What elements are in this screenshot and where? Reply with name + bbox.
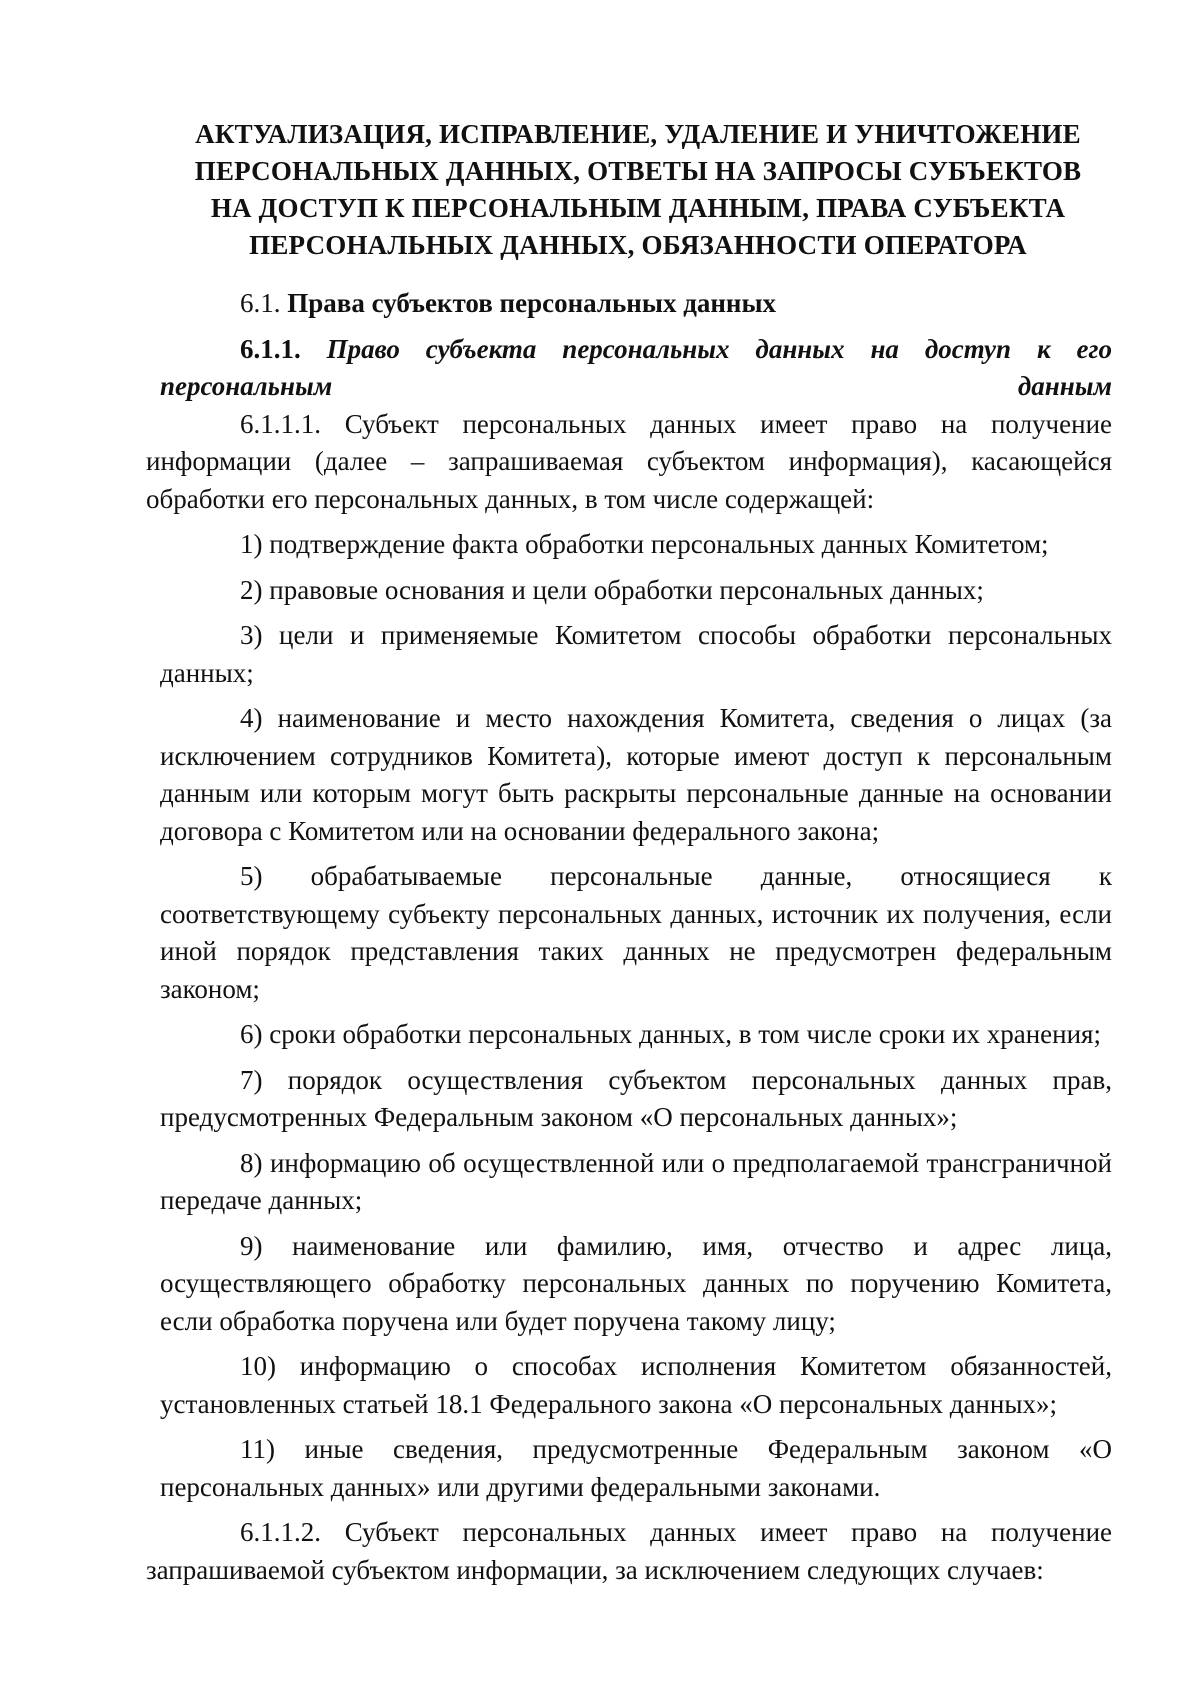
section-6-1-1-heading [160, 331, 1112, 406]
list-item: 3) цели и применяемые Комитетом способы обработки персональных данных; [160, 620, 1112, 688]
section-6-1-heading [160, 285, 1112, 323]
heading-line: НА ДОСТУП К ПЕРСОНАЛЬНЫМ ДАННЫМ, ПРАВА СУБЪЕКТА [210, 193, 1066, 223]
document-heading [150, 116, 1126, 264]
list-item: 9) наименование или фамилию, имя, отчество и адрес лица, осуществляющего обработку персональных данных по поручению Комитета, если обработка поручена или будет поручена такому лицу; [160, 1230, 1112, 1336]
list-item: 10) информацию о способах исполнения Комитетом обязанностей, установленных статьей 18.1 Федерального закона «О персональных данных»; [160, 1351, 1112, 1419]
list-item: 6) сроки обработки персональных данных, в том числе сроки их хранения; [240, 1019, 1101, 1049]
heading-line: ПЕРСОНАЛЬНЫХ ДАННЫХ, ОБЯЗАННОСТИ ОПЕРАТОРА [249, 230, 1027, 260]
clause-number: 6.1.1.2. [240, 1517, 321, 1547]
list-item: 11) иные сведения, предусмотренные Федеральным законом «О персональных данных» или другими федеральными законами. [160, 1434, 1112, 1502]
section-number: 6.1. [240, 288, 281, 318]
clause-number: 6.1.1.1. [240, 408, 321, 439]
document-body [146, 285, 1112, 1589]
clause-6-1-1-2 [146, 1514, 1112, 1589]
subsection-title: Право субъекта персональных данных на доступ к его персональным данным [160, 333, 1112, 401]
subsection-number: 6.1.1. [240, 333, 301, 364]
list-item: 1) подтверждение факта обработки персональных данных Комитетом; [240, 529, 1049, 559]
heading-line: АКТУАЛИЗАЦИЯ, ИСПРАВЛЕНИЕ, УДАЛЕНИЕ И УНИЧТОЖЕНИЕ [195, 119, 1081, 149]
list-item: 4) наименование и место нахождения Комитета, сведения о лицах (за исключением сотрудников Комитета), которые имеют доступ к персональным данным или которым могут быть раскрыты персональные данные на основании договора с Комитетом или на основании федерального закона; [160, 703, 1112, 846]
list-item: 8) информацию об осуществленной или о предполагаемой трансграничной передаче данных; [160, 1147, 1112, 1215]
clause-6-1-1-1 [146, 406, 1112, 519]
list-item: 7) порядок осуществления субъектом персональных данных прав, предусмотренных Федеральным законом «О персональных данных»; [160, 1064, 1112, 1132]
list-item: 2) правовые основания и цели обработки персональных данных; [240, 574, 984, 605]
section-title: Права субъектов персональных данных [287, 288, 777, 318]
clause-text: Субъект персональных данных имеет право на получение запрашиваемой субъектом информации, за исключением следующих случаев: [146, 1517, 1112, 1585]
clause-text: Субъект персональных данных имеет право на получение информации (далее – запрашиваемая субъектом информация), касающейся обработки его персональных данных, в том числе содержащей: [146, 408, 1112, 514]
heading-line: ПЕРСОНАЛЬНЫХ ДАННЫХ, ОТВЕТЫ НА ЗАПРОСЫ СУБЪЕКТОВ [194, 156, 1082, 186]
list-item: 5) обрабатываемые персональные данные, относящиеся к соответствующему субъекту персональных данных, источник их получения, если иной порядок представления таких данных не предусмотрен федеральным законом; [160, 861, 1112, 1004]
